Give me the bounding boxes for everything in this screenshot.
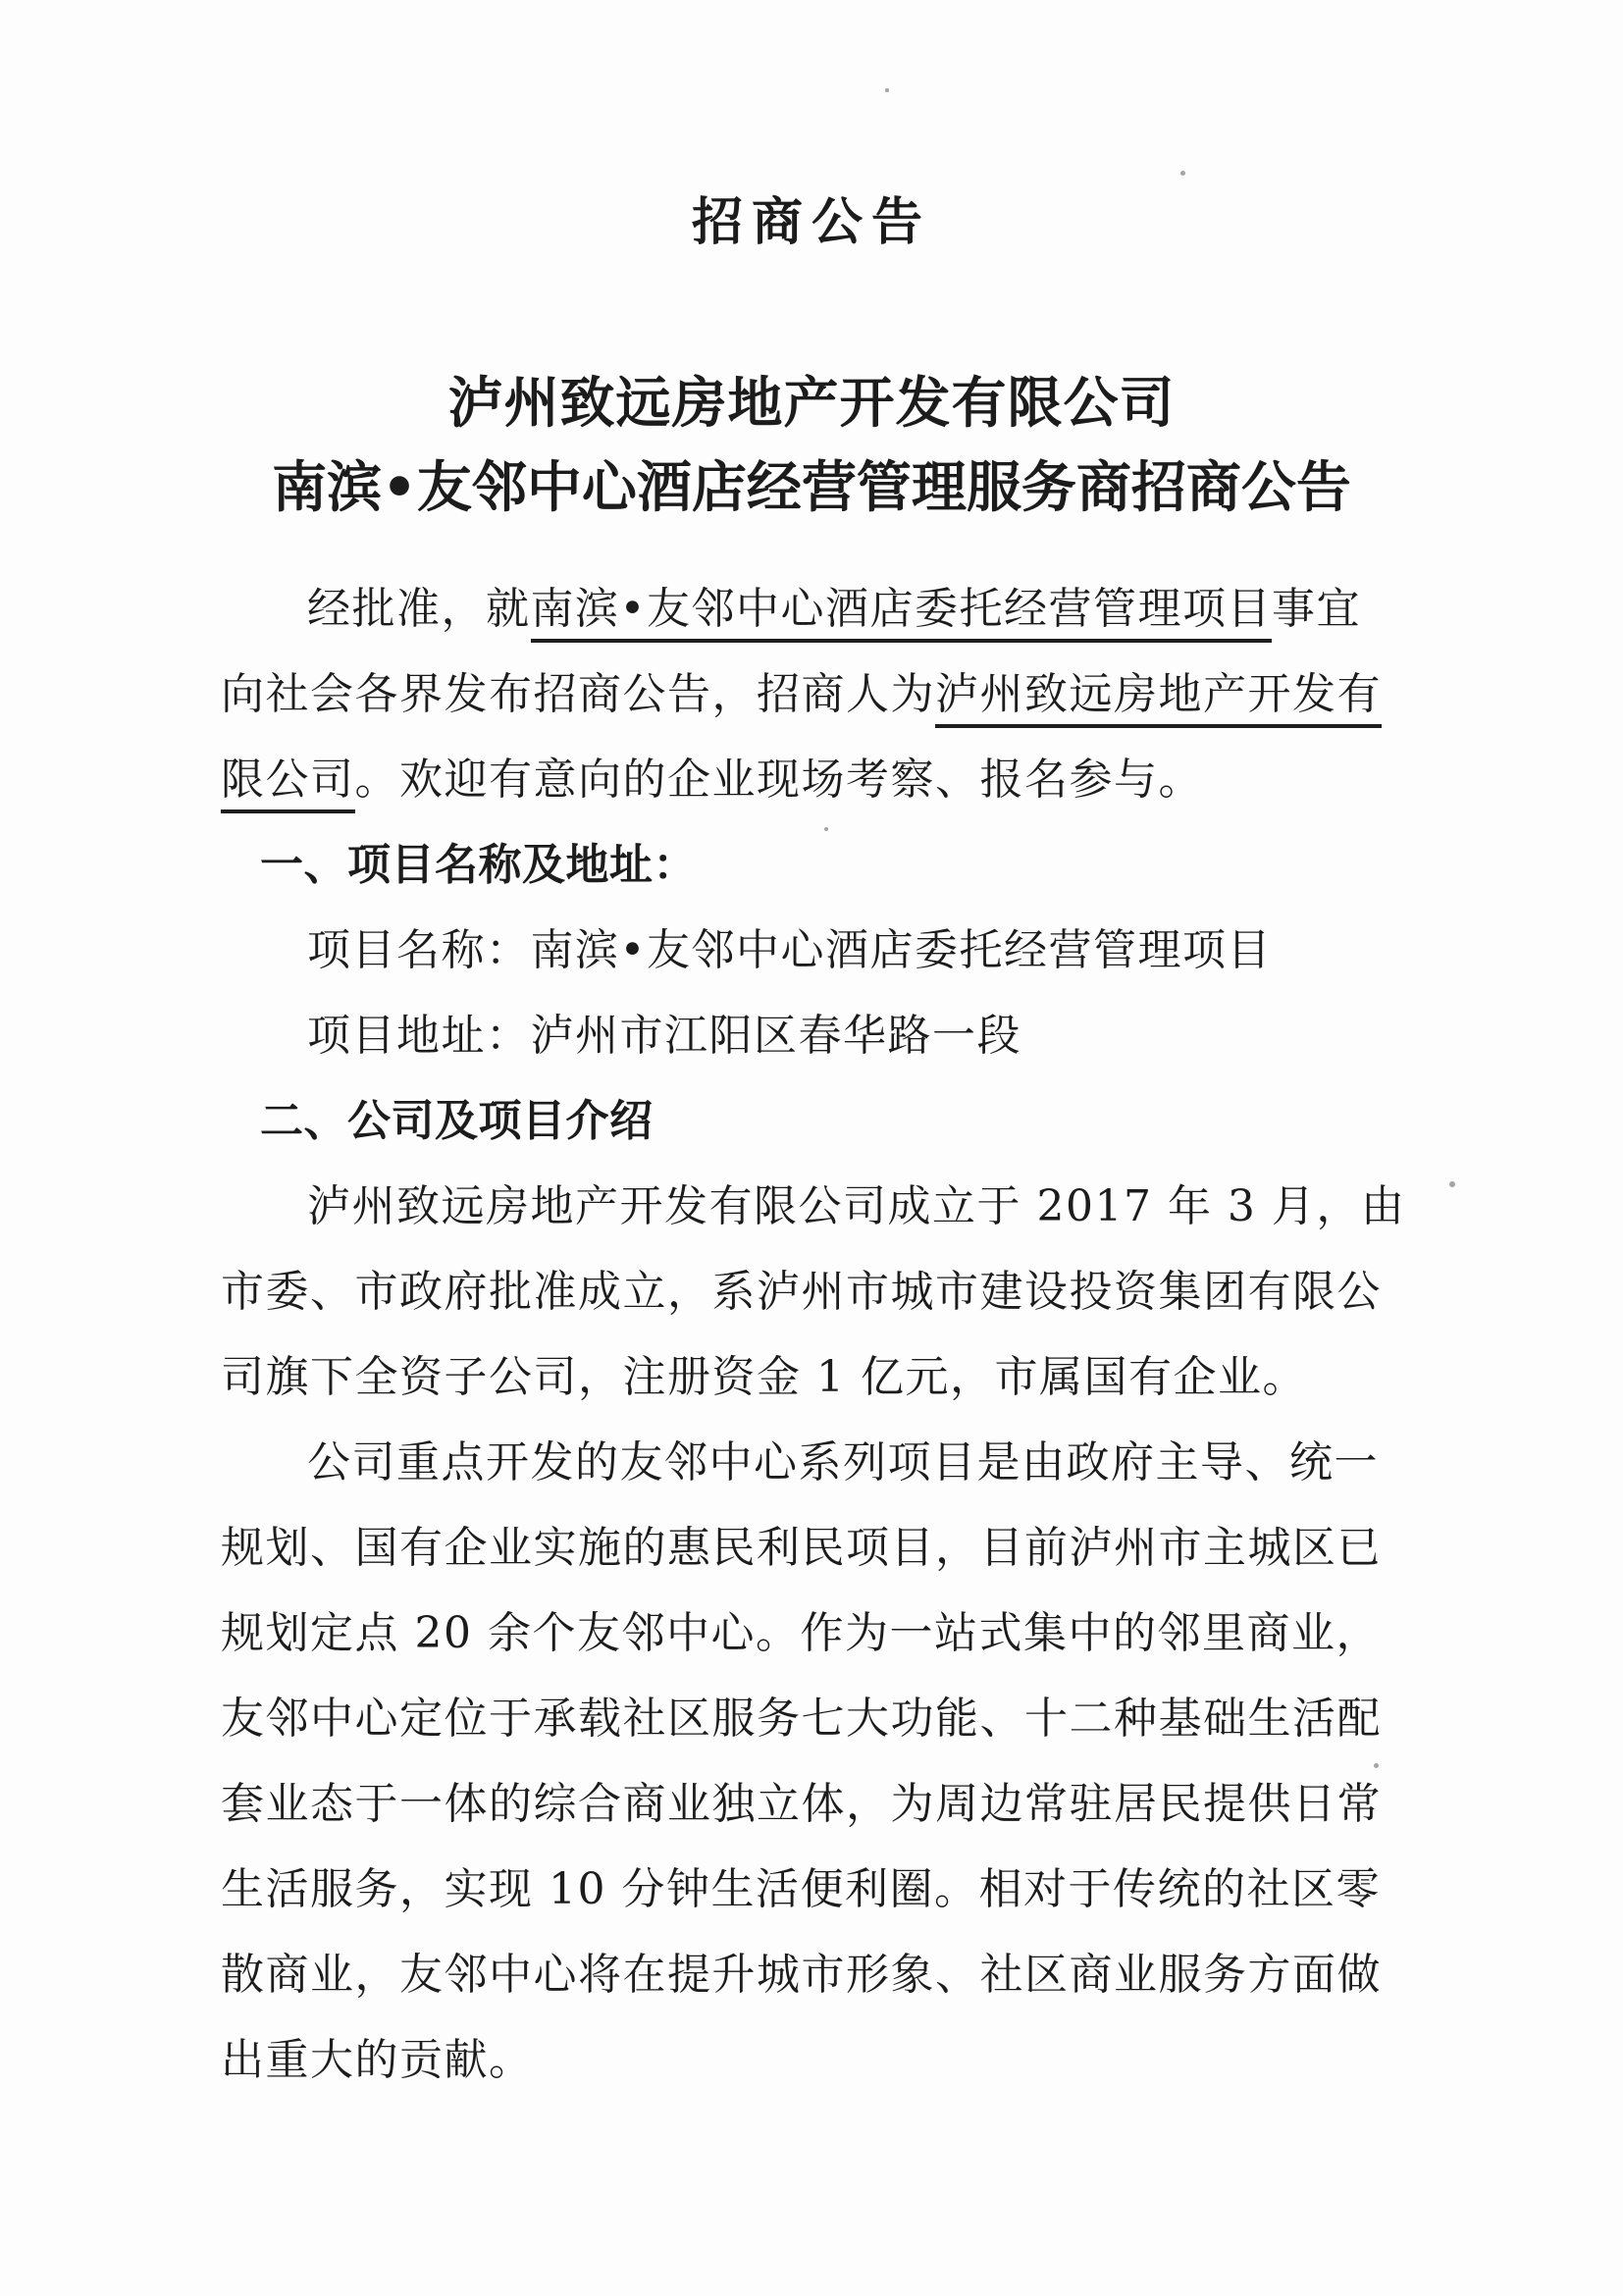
company-intro-line: 司旗下全资子公司，注册资金 1 亿元，市属国有企业。 xyxy=(221,1352,1307,1402)
section1-heading: 一、项目名称及地址： xyxy=(260,840,697,890)
scan-speck xyxy=(1374,1763,1379,1768)
section2-heading: 二、公司及项目介绍 xyxy=(260,1096,654,1146)
company-intro-line: 市委、市政府批准成立，系泸州市城市建设投资集团有限公 xyxy=(221,1267,1382,1317)
intro-line-3 xyxy=(221,737,1393,822)
project-intro-line: 友邻中心定位于承载社区服务七大功能、十二种基础生活配 xyxy=(221,1694,1382,1744)
intro-line-2 xyxy=(221,652,1393,737)
text-run: 事宜 xyxy=(1271,584,1361,634)
page-title: 招商公告 xyxy=(691,193,931,252)
project-address-line: 项目地址：泸州市江阳区春华路一段 xyxy=(307,1011,1021,1061)
text-run: 经批准，就 xyxy=(307,584,531,634)
underlined-project-name: 南滨•友邻中心酒店委托经营管理项目 xyxy=(531,584,1272,643)
underlined-company-name-cont: 限公司 xyxy=(221,755,355,813)
scan-speck xyxy=(1449,1181,1455,1187)
company-title: 泸州致远房地产开发有限公司 xyxy=(447,372,1176,436)
project-intro-line: 出重大的贡献。 xyxy=(221,2035,534,2085)
scan-speck xyxy=(824,827,828,831)
text-run: 。欢迎有意向的企业现场考察、报名参与。 xyxy=(354,755,1203,805)
scan-speck xyxy=(885,88,889,92)
document-body xyxy=(221,566,1406,2103)
project-intro-line: 散商业，友邻中心将在提升城市形象、社区商业服务方面做 xyxy=(221,1950,1382,2000)
project-name-line: 项目名称：南滨•友邻中心酒店委托经营管理项目 xyxy=(307,925,1272,975)
project-intro-line: 公司重点开发的友邻中心系列项目是由政府主导、统一 xyxy=(307,1437,1379,1487)
announcement-title: 南滨•友邻中心酒店经营管理服务商招商公告 xyxy=(272,456,1351,520)
scan-speck xyxy=(1180,171,1185,176)
underlined-company-name: 泸州致远房地产开发有 xyxy=(935,669,1382,728)
intro-line-1 xyxy=(221,566,1393,652)
project-intro-line: 规划、国有企业实施的惠民利民项目，目前泸州市主城区已 xyxy=(221,1523,1382,1573)
text-run: 向社会各界发布招商公告，招商人为 xyxy=(221,669,935,719)
project-intro-line: 规划定点 20 余个友邻中心。作为一站式集中的邻里商业， xyxy=(221,1608,1381,1658)
project-intro-line: 套业态于一体的综合商业独立体，为周边常驻居民提供日常 xyxy=(221,1779,1382,1829)
project-intro-line: 生活服务，实现 10 分钟生活便利圈。相对于传统的社区零 xyxy=(221,1864,1381,1914)
company-intro-line: 泸州致远房地产开发有限公司成立于 2017 年 3 月，由 xyxy=(307,1181,1406,1231)
